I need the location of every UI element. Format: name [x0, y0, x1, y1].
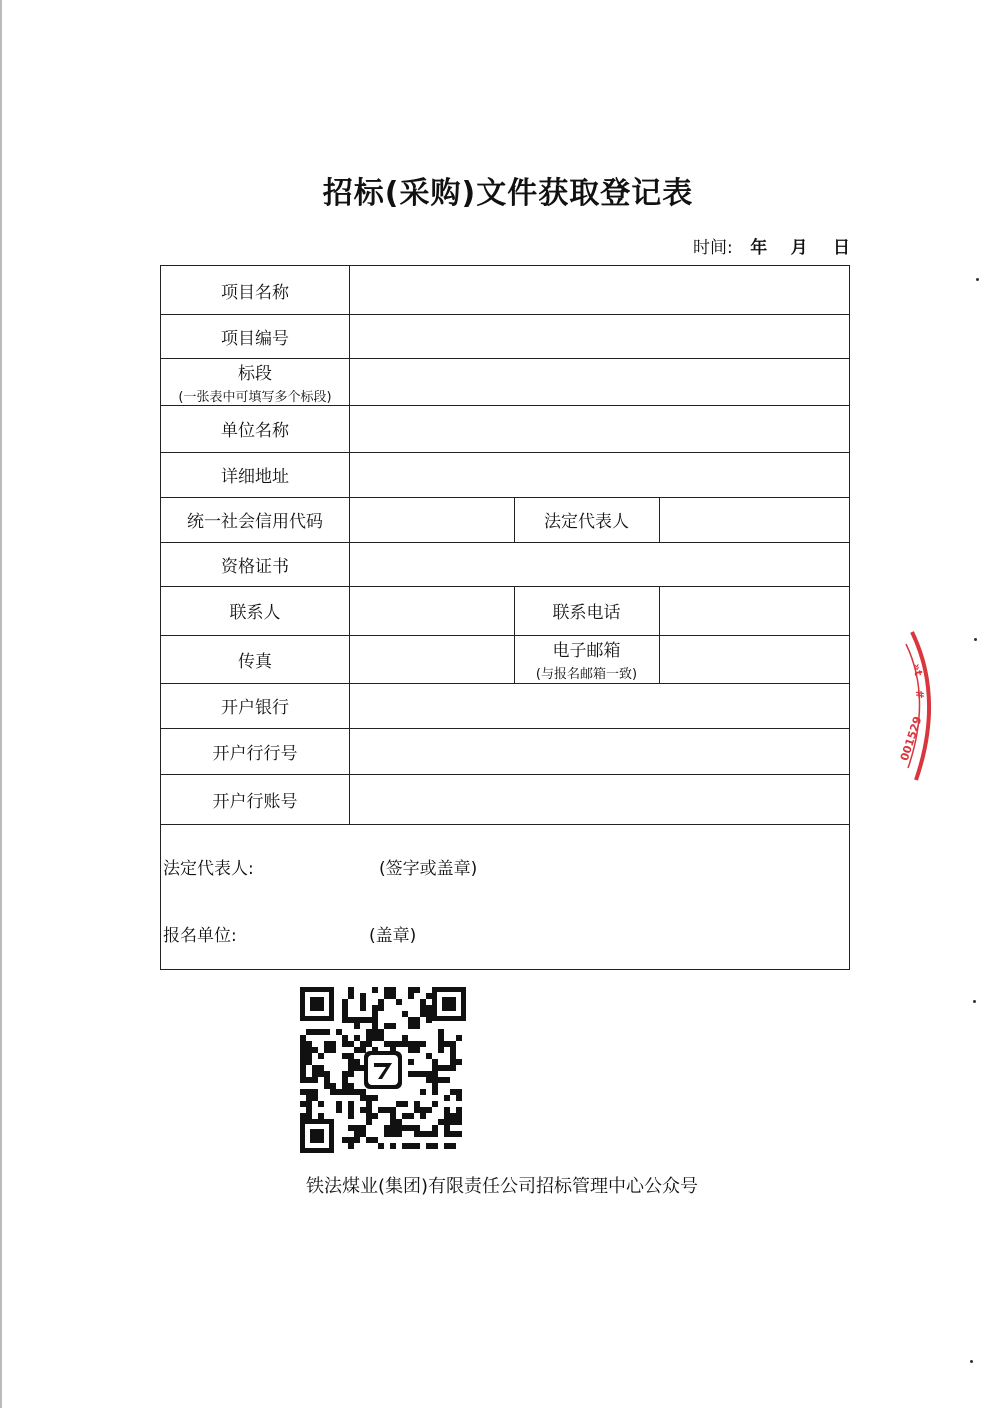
sign-legal-rep-hint: (签字或盖章) — [379, 859, 478, 879]
label-email: 电子邮箱 (与报名邮箱一致) — [535, 641, 638, 682]
column-divider — [659, 497, 660, 542]
email-note: (与报名邮箱一致) — [535, 667, 638, 682]
scan-mark — [970, 1360, 973, 1363]
label-bank-no: 开户行行号 — [212, 743, 298, 764]
sign-unit-label: 报名单位: — [163, 926, 237, 946]
date-month: 月 — [790, 238, 808, 258]
qr-code-image — [298, 985, 468, 1155]
date-label: 时间: — [693, 238, 733, 258]
label-project-no: 项目编号 — [221, 328, 289, 349]
date-day: 日 — [833, 238, 850, 258]
label-certificate: 资格证书 — [221, 556, 289, 577]
column-divider — [349, 266, 350, 824]
qr-finder-top-left — [300, 987, 334, 1021]
seal-number: 001529 — [897, 714, 925, 763]
sign-unit-hint: (盖章) — [369, 926, 417, 946]
label-legal-rep: 法定代表人 — [544, 512, 629, 532]
red-seal-stamp — [892, 628, 952, 788]
footer-caption: 铁法煤业(集团)有限责任公司招标管理中心公众号 — [305, 1176, 699, 1197]
svg-text:#: # — [912, 689, 927, 700]
column-divider — [659, 586, 660, 683]
label-project-name: 项目名称 — [221, 282, 289, 303]
scan-mark — [976, 278, 979, 281]
svg-text:»t: »t — [910, 662, 925, 677]
label-address: 详细地址 — [221, 467, 289, 487]
label-contact: 联系人 — [229, 603, 281, 623]
sign-legal-rep-label: 法定代表人: — [163, 859, 254, 879]
page-title: 招标(采购)文件获取登记表 — [322, 176, 694, 211]
qr-finder-bottom-left — [300, 1119, 334, 1153]
label-bank: 开户银行 — [221, 698, 289, 718]
label-fax: 传真 — [238, 651, 272, 672]
label-section: 标段 (一张表中可填写多个标段) — [178, 363, 332, 405]
label-contact-phone: 联系电话 — [552, 603, 621, 623]
qr-center-logo — [364, 1051, 402, 1089]
registration-form-table — [160, 265, 850, 970]
label-unit-name: 单位名称 — [221, 421, 289, 441]
label-credit-code: 统一社会信用代码 — [187, 512, 323, 532]
date-line — [693, 233, 850, 258]
qr-finder-top-right — [432, 987, 466, 1021]
label-account-no: 开户行账号 — [212, 791, 298, 812]
section-note: (一张表中可填写多个标段) — [178, 389, 332, 405]
scan-mark — [973, 1000, 976, 1003]
scan-mark — [974, 638, 977, 641]
row-divider — [161, 824, 849, 825]
date-year: 年 — [750, 238, 768, 258]
